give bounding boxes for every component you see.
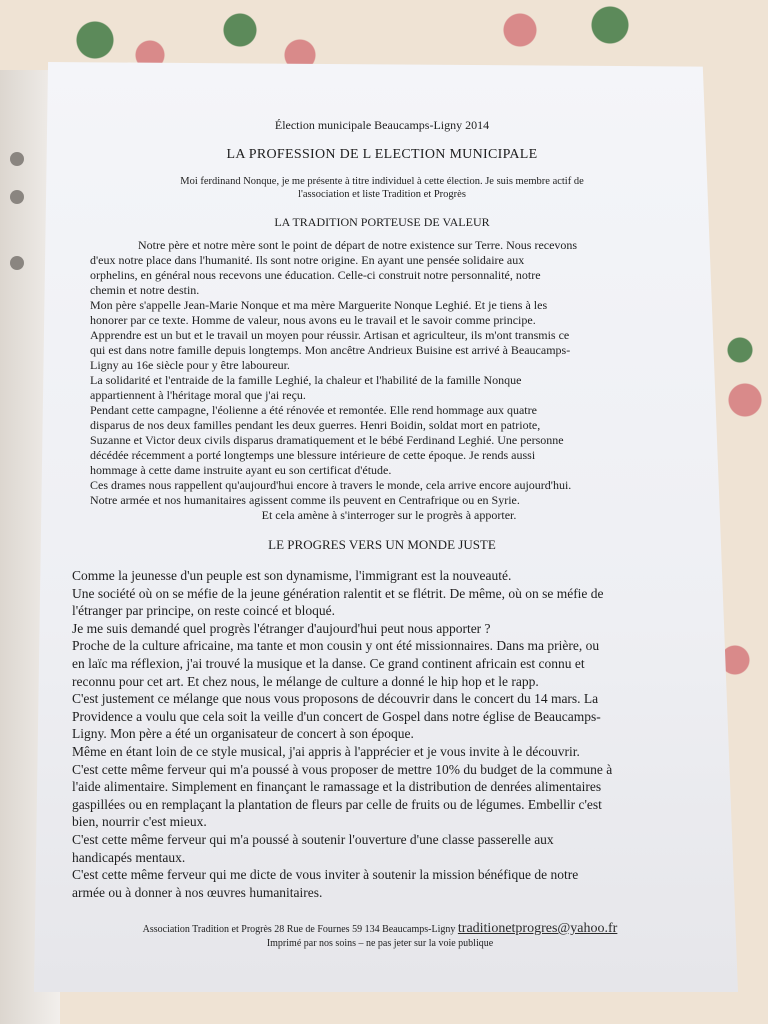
- text-line: C'est justement ce mélange que nous vous proposons de découvrir dans le concert du 14 mars. La: [72, 691, 599, 707]
- text-line: C'est cette même ferveur qui m'a poussé à vous proposer de mettre 10% du budget de la commune à: [72, 761, 613, 777]
- document-footer: [60, 922, 700, 951]
- text-line: honorer par ce texte. Homme de valeur, nous avons eu le travail et le savoir comme principe.: [90, 313, 536, 327]
- text-line: Ligny. Mon père a été un organisateur de concert à son époque.: [72, 726, 414, 742]
- election-line: Élection municipale Beaucamps-Ligny 2014: [274, 118, 490, 132]
- text-line: bien, nourrir c'est mieux.: [72, 814, 207, 830]
- binder-hole: [10, 190, 24, 204]
- text-line: gaspillées ou en remplaçant la plantation de fleurs par celle de fruits ou de légumes. Embellir c'est: [72, 796, 602, 812]
- binder-hole: [10, 256, 24, 270]
- section-progres-text: [72, 567, 698, 901]
- text-line: Je me suis demandé quel progrès l'étranger d'aujourd'hui peut nous apporter ?: [72, 620, 491, 636]
- binder-hole: [10, 152, 24, 166]
- section-tradition-text: [90, 238, 688, 523]
- section-heading-progres: LE PROGRES VERS UN MONDE JUSTE: [268, 537, 496, 552]
- text-line: Même en étant loin de ce style musical, j'ai appris à l'apprécier et je vous invite à le découvrir.: [72, 743, 580, 759]
- text-line: disparus de nos deux familles pendant les deux guerres. Henri Boidin, soldat mort en patriote,: [90, 418, 541, 432]
- text-line: d'eux notre place dans l'humanité. Ils sont notre origine. En ayant une pensée solidaire aux: [90, 253, 525, 267]
- text-line: chemin et notre destin.: [90, 283, 200, 297]
- document-body: [62, 118, 702, 901]
- text-line: C'est cette même ferveur qui me dicte de vous inviter à soutenir la mission bénéfique de notre: [72, 867, 579, 883]
- text-line: Suzanne et Victor deux civils disparus dramatiquement et le bébé Ferdinand Leghié. Une personne: [90, 433, 564, 447]
- section-heading-tradition: LA TRADITION PORTEUSE DE VALEUR: [274, 215, 490, 229]
- text-line: La solidarité et l'entraide de la famille Leghié, la chaleur et l'habilité de la famille Nonque: [90, 373, 522, 387]
- text-line: Apprendre est un but et le travail un moyen pour réussir. Artisan et agriculteur, ils m'ont transmis ce: [90, 328, 570, 342]
- footer-address: Association Tradition et Progrès 28 Rue de Fournes 59 134 Beaucamps-Ligny: [142, 924, 456, 935]
- text-line: handicapés mentaux.: [72, 849, 186, 865]
- text-line: Une société où on se méfie de la jeune génération ralentit et se flétrit. De même, où on se méfie de: [72, 585, 604, 601]
- text-line: Notre père et notre mère sont le point de départ de notre existence sur Terre. Nous recevons: [138, 238, 578, 252]
- text-line: Ligny au 16e siècle pour y être laboureur.: [90, 358, 290, 372]
- footer-printed-note: Imprimé par nos soins – ne pas jeter sur la voie publique: [266, 938, 494, 949]
- text-line: qui est dans notre famille depuis longtemps. Mon ancêtre Andrieux Buisine est arrivé à Beaucamps-: [90, 343, 571, 357]
- text-line: hommage à cette dame instruite ayant eu son certificat d'étude.: [90, 463, 392, 477]
- document-title: LA PROFESSION DE L ELECTION MUNICIPALE: [226, 147, 538, 162]
- text-line: Mon père s'appelle Jean-Marie Nonque et ma mère Marguerite Nonque Leghié. Et je tiens à les: [90, 298, 548, 312]
- text-line: Proche de la culture africaine, ma tante et mon cousin y ont été missionnaires. Dans ma prière, ou: [72, 638, 600, 654]
- text-line: reconnu pour cet art. Et chez nous, le mélange de culture a donné le hip hop et le rapp.: [72, 673, 539, 689]
- text-line: armée ou à donner à nos œuvres humanitaires.: [72, 884, 323, 900]
- text-line: Pendant cette campagne, l'éolienne a été rénovée et remontée. Elle rend hommage aux quatre: [90, 403, 537, 417]
- intro-line: Moi ferdinand Nonque, je me présente à titre individuel à cette élection. Je suis membre actif de: [180, 176, 584, 187]
- text-line: décédée récemment a porté longtemps une blessure intérieure de cette époque. Je rends aussi: [90, 448, 536, 462]
- text-line: Providence a voulu que cela soit la veille d'un concert de Gospel dans notre église de Beaucamps-: [72, 708, 601, 724]
- text-line: C'est cette même ferveur qui m'a poussé à soutenir l'ouverture d'une classe passerelle aux: [72, 831, 554, 847]
- text-line: appartiennent à l'héritage moral que j'ai reçu.: [90, 388, 306, 402]
- footer-contact-line: [60, 922, 700, 937]
- text-line: Notre armée et nos humanitaires agissent comme ils peuvent en Centrafrique ou en Syrie.: [90, 493, 520, 507]
- text-line: en laïc ma réflexion, j'ai trouvé la musique et la danse. Ce grand continent africain est connu et: [72, 655, 585, 671]
- intro-line: l'association et liste Tradition et Progrès: [298, 189, 466, 200]
- text-line: Ces drames nous rappellent qu'aujourd'hui encore à travers le monde, cela arrive encore aujourd'hui.: [90, 478, 572, 492]
- text-line: l'étranger par principe, on reste coincé et bloqué.: [72, 603, 335, 619]
- text-line: l'aide alimentaire. Simplement en finançant le ramassage et la distribution de denrées alimentaires: [72, 779, 602, 795]
- intro-text: [62, 175, 702, 201]
- text-line: orphelins, en général nous recevons une éducation. Celle-ci construit notre personnalité, notre: [90, 268, 541, 282]
- text-line-closing: Et cela amène à s'interroger sur le progrès à apporter.: [261, 508, 517, 522]
- footer-email-link[interactable]: traditionetprogres@yahoo.fr: [457, 921, 618, 936]
- text-line: Comme la jeunesse d'un peuple est son dynamisme, l'immigrant est la nouveauté.: [72, 568, 512, 583]
